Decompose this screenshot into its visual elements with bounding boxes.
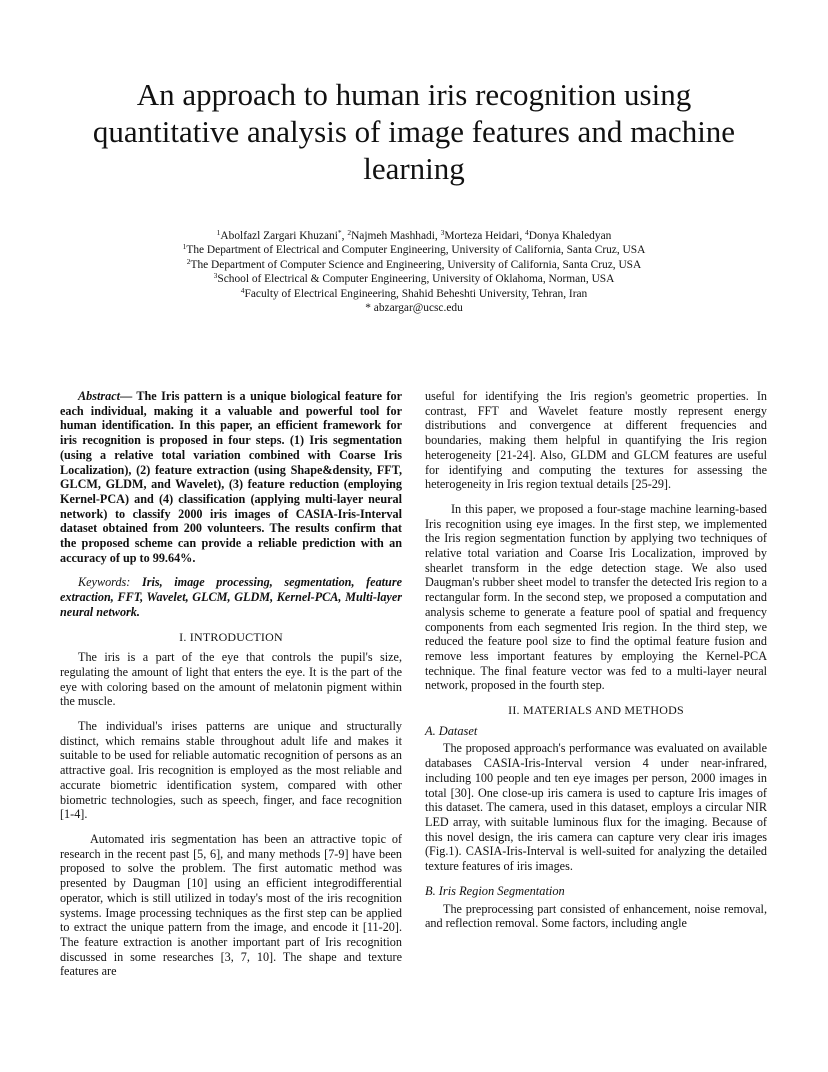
subsection-heading-dataset: A. Dataset: [425, 723, 478, 738]
intro-paragraph-2: The individual's irises patterns are unique and structurally distinct, which remains stable throughout adult life and makes it suitable to be used for reliable automatic recognition of persons as an attractive goal. Iris recognition is employed as the most reliable and accurate biometric identification system, compared with other biometric technologies, such as speech, finger, and face recognition [1-4].: [60, 719, 402, 822]
abstract: Abstract— The Iris pattern is a unique biological feature for each individual, making it a valuable and powerful tool for human identification. In this paper, an efficient framework for iris recognition is proposed in four steps. (1) Iris segmentation (using a relative total variation combined with Coarse Iris Localization), (2) feature extraction (using Shape&density, FFT, GLCM, GLDM, and Wavelet), (3) feature reduction (employing Kernel-PCA) and (4) classification (applying multi-layer neural network) to classify 2000 iris images of CASIA-Iris-Interval dataset obtained from 200 volunteers. The results confirm that the proposed scheme can provide a reliable prediction with an accuracy of up to 99.64%.: [60, 389, 402, 565]
author-list: [60, 229, 768, 243]
author-block: [60, 229, 768, 315]
right-column: [425, 389, 767, 941]
paper-title: An approach to human iris recognition using quantitative analysis of image features and machine learning: [92, 77, 736, 186]
affiliation-1: $^1$The Department of Electrical and Computer Engineering, University of California, Santa Cruz, USA: [182, 242, 646, 257]
intro-paragraph-1: The iris is a part of the eye that controls the pupil's size, regulating the amount of light that enters the eye. It is the part of the eye with coloring based on the amount of melatonin pigment within the muscle.: [60, 650, 402, 709]
affiliation-3: $^3$School of Electrical & Computer Engineering, University of Oklahoma, Norman, USA: [213, 271, 615, 286]
intro-paragraph-3: Automated iris segmentation has been an attractive topic of research in the recent past [5, 6], and many methods [7-9] have been proposed to solve the problem. The first automatic method was presented by Daugman [10] using an efficient integrodifferential operator, which is still utilized in today's most of the iris recognition systems. Image processing techniques as the first step can be applied to extract the unique pattern from the image, and encode it [11-20]. The feature extraction is another important part of Iris recognition discussed in some researches [3, 7, 10]. The shape and texture features are: [60, 831, 402, 979]
dataset-paragraph: The proposed approach's performance was evaluated on available databases CASIA-Iris-Interval version 4 under near-infrared, including 100 people and ten eye images per person, 2000 images in total [30]. One close-up iris camera is used to capture Iris images of this dataset. The camera, used in this dataset, employs a circular NIR LED array, with suitable luminous flux for the imaging. Because of this novel design, the iris camera can capture very clear iris images (Fig.1). CASIA-Iris-Interval is well-suited for analyzing the detailed texture features of iris images.: [425, 741, 767, 874]
affiliation-2: $^2$The Department of Computer Science and Engineering, University of California, Santa Cruz, USA: [186, 256, 642, 271]
author-4: $^4$Donya Khaledyan: [525, 228, 612, 242]
left-column: [60, 389, 402, 989]
author-2: $^2$Najmeh Mashhadi,: [347, 228, 441, 242]
section-heading-introduction: I. INTRODUCTION: [179, 629, 283, 644]
keywords-label: Keywords:: [78, 575, 131, 590]
author-1: $^1$Abolfazl Zargari Khuzani*,: [216, 228, 348, 242]
segmentation-paragraph: The preprocessing part consisted of enhancement, noise removal, and reflection removal. Some factors, including angle: [425, 901, 767, 931]
affiliation-4: $^4$Faculty of Electrical Engineering, Shahid Beheshti University, Tehran, Iran: [240, 285, 588, 300]
corresponding-email: * abzargar@ucsc.edu: [365, 302, 463, 315]
section-heading-methods: II. MATERIALS AND METHODS: [508, 703, 684, 718]
intro-paragraph-4: useful for identifying the Iris region's geometric properties. In contrast, FFT and Wavelet feature mostly represent energy distributions and convergence at different frequencies and boundaries, making them helpful in quantifying the Iris region heterogeneity [21-24]. Also, GLDM and GLCM features are useful for identifying and computing the textures for assessing the heterogeneity in Iris region textual details [25-29].: [425, 389, 767, 492]
intro-paragraph-5: In this paper, we proposed a four-stage machine learning-based Iris recognition using eye images. In the first step, we implemented the Iris region segmentation function by applying two techniques of relative total variation and Coarse Iris Localization, improved by shearlet transform in the edge detection stage. We also used Daugman's rubber sheet model to transfer the detected Iris region to a rectangular form. In the second step, we proposed a computation and analysis scheme to generate a feature pool of spatial and frequency components from each segmented Iris region. In the third step, we reduced the feature pool size to find the optimal feature fusion and remove less important features by employing the Kernel-PCA technique. The final feature vector was fed to a multi-layer neural network, proposed in the fourth step.: [425, 501, 767, 693]
subsection-heading-segmentation: B. Iris Region Segmentation: [425, 883, 565, 898]
keywords: Keywords: Iris, image processing, segmentation, feature extraction, FFT, Wavelet, GLCM, GLDM, Kernel-PCA, Multi-layer neural network.: [60, 575, 402, 619]
author-3: $^3$Morteza Heidari,: [440, 228, 526, 242]
